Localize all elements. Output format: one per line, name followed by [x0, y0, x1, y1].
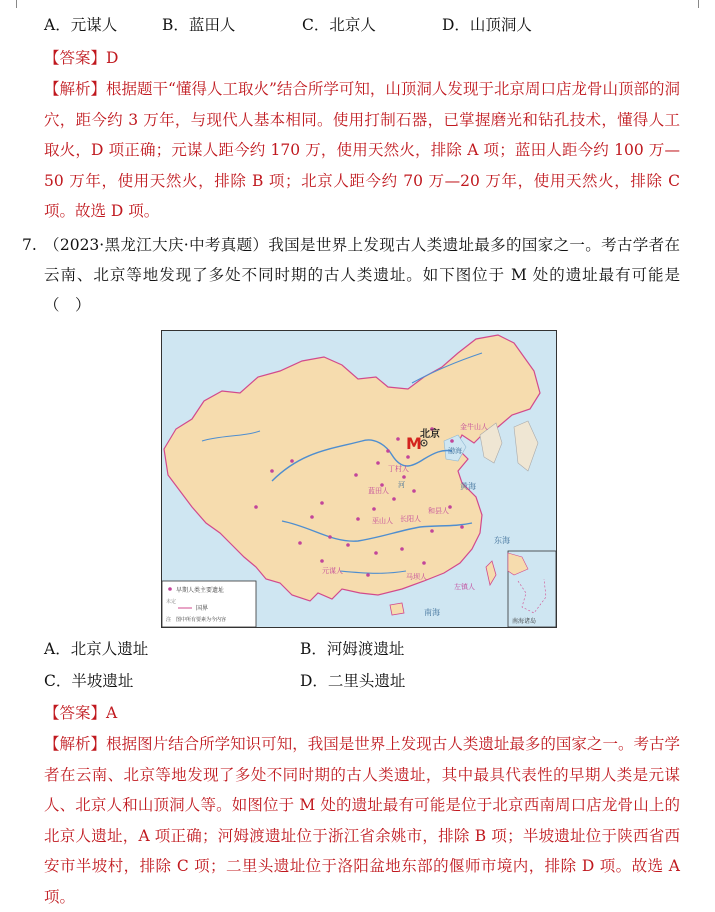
legend-item2-key: 未定 — [166, 599, 177, 605]
legend-note: 注 图中所有要素为今内容 — [166, 617, 227, 623]
q7-analysis — [44, 729, 680, 912]
south-sea-inset — [508, 551, 556, 627]
question-stem: （2023·黑龙江大庆·中考真题）我国是世界上发现古人类遗址最多的国家之一。考古学者在云南、北京等地发现了多处不同时期的古人类遗址。如下图位于 M 处的遗址最有可能是（ ） — [44, 236, 680, 314]
q7-option-b[interactable]: B．河姆渡遗址 — [300, 640, 405, 658]
answer-tag: 【答案】 — [44, 704, 107, 722]
answer-value: D — [106, 49, 119, 67]
map-legend — [162, 581, 256, 627]
legend-dot — [168, 587, 172, 591]
legend-item-sites: 早期人类主要遗址 — [176, 587, 225, 594]
sea-label-huanghai: 黄海 — [460, 482, 476, 491]
site-label-jinniushan: 金牛山人 — [460, 423, 488, 431]
legend-item-border: 国界 — [196, 605, 209, 612]
hainan-island — [390, 603, 404, 615]
q6-option-a[interactable]: A．元谋人 — [44, 16, 118, 34]
question-number: 7. — [22, 236, 37, 254]
q6-answer — [44, 48, 118, 68]
site-label-changyang: 长阳人 — [400, 515, 421, 523]
site-label-wushan: 巫山人 — [372, 517, 393, 525]
river-label-he: 河 — [398, 481, 405, 489]
q7-option-d[interactable]: D．二里头遗址 — [300, 672, 406, 690]
site-label-hexian: 和县人 — [428, 507, 449, 515]
site-label-maba: 马坝人 — [406, 573, 427, 581]
china-landmass — [164, 335, 540, 601]
crop-mark-left — [16, 0, 17, 8]
sea-label-donghai: 东海 — [494, 536, 510, 545]
china-map-figure — [161, 330, 557, 628]
site-label-dingcun: 丁村人 — [388, 465, 409, 473]
sea-label-bohai: 渤海 — [448, 447, 462, 455]
site-label-lantian: 蓝田人 — [368, 487, 389, 495]
taiwan-island — [486, 561, 496, 585]
site-label-yuanmou: 元谋人 — [322, 567, 343, 575]
q6-option-d[interactable]: D．山顶洞人 — [442, 16, 532, 34]
q6-option-b[interactable]: B．蓝田人 — [162, 16, 236, 34]
map-svg — [162, 331, 556, 627]
q7-option-c[interactable]: C．半坡遗址 — [44, 672, 134, 690]
answer-value: A — [106, 704, 118, 722]
answer-tag: 【答案】 — [44, 49, 107, 67]
q7-option-a[interactable]: A．北京人遗址 — [44, 640, 149, 658]
beijing-marker-center — [423, 442, 425, 444]
inset-label: 南海诸岛 — [512, 618, 537, 625]
q6-analysis — [44, 74, 680, 227]
sea-label-nanhai: 南海 — [424, 608, 440, 617]
japan-islands — [514, 421, 538, 471]
crop-mark-right — [698, 0, 699, 8]
site-label-zuozhen: 左镇人 — [454, 583, 475, 591]
analysis-tag: 【解析】 — [44, 80, 107, 98]
beijing-label: 北京 — [420, 429, 440, 440]
analysis-text: 根据图片结合所学知识可知，我国是世界上发现古人类遗址最多的国家之一。考古学者在云南、北京等地发现了多处不同时期的古人类遗址，其中最具代表性的早期人类是元谋人、北京人和山顶洞人等。如图位于 M 处的遗址最有可能是位于北京西南周口店龙骨山上的北京人遗址，A 项正确；河姆渡遗址位于浙江省余姚市，排除 B 项；半坡遗址位于陕西省西安市半坡村，排除 C 项；二里头遗址位于洛阳盆地东部的偃师市境内，排除 D 项。故选 A 项。 — [44, 735, 680, 906]
q7-answer — [44, 703, 117, 723]
analysis-text: 根据题干“懂得人工取火”结合所学可知，山顶洞人发现于北京周口店龙骨山顶部的洞穴，距今约 3 万年，与现代人基本相同。使用打制石器，已掌握磨光和钻孔技术，懂得人工取火，D 项正确；元谋人距今约 170 万，使用天然火，排除 A 项；蓝田人距今约 100 万—50 万年，使用天然火，排除 B 项；北京人距今约 70 万—20 万年，使用天然火，排除 C 项。故选 D 项。 — [44, 80, 680, 220]
q6-option-c[interactable]: C．北京人 — [302, 16, 376, 34]
m-label: M — [406, 434, 422, 453]
analysis-tag: 【解析】 — [44, 735, 107, 753]
